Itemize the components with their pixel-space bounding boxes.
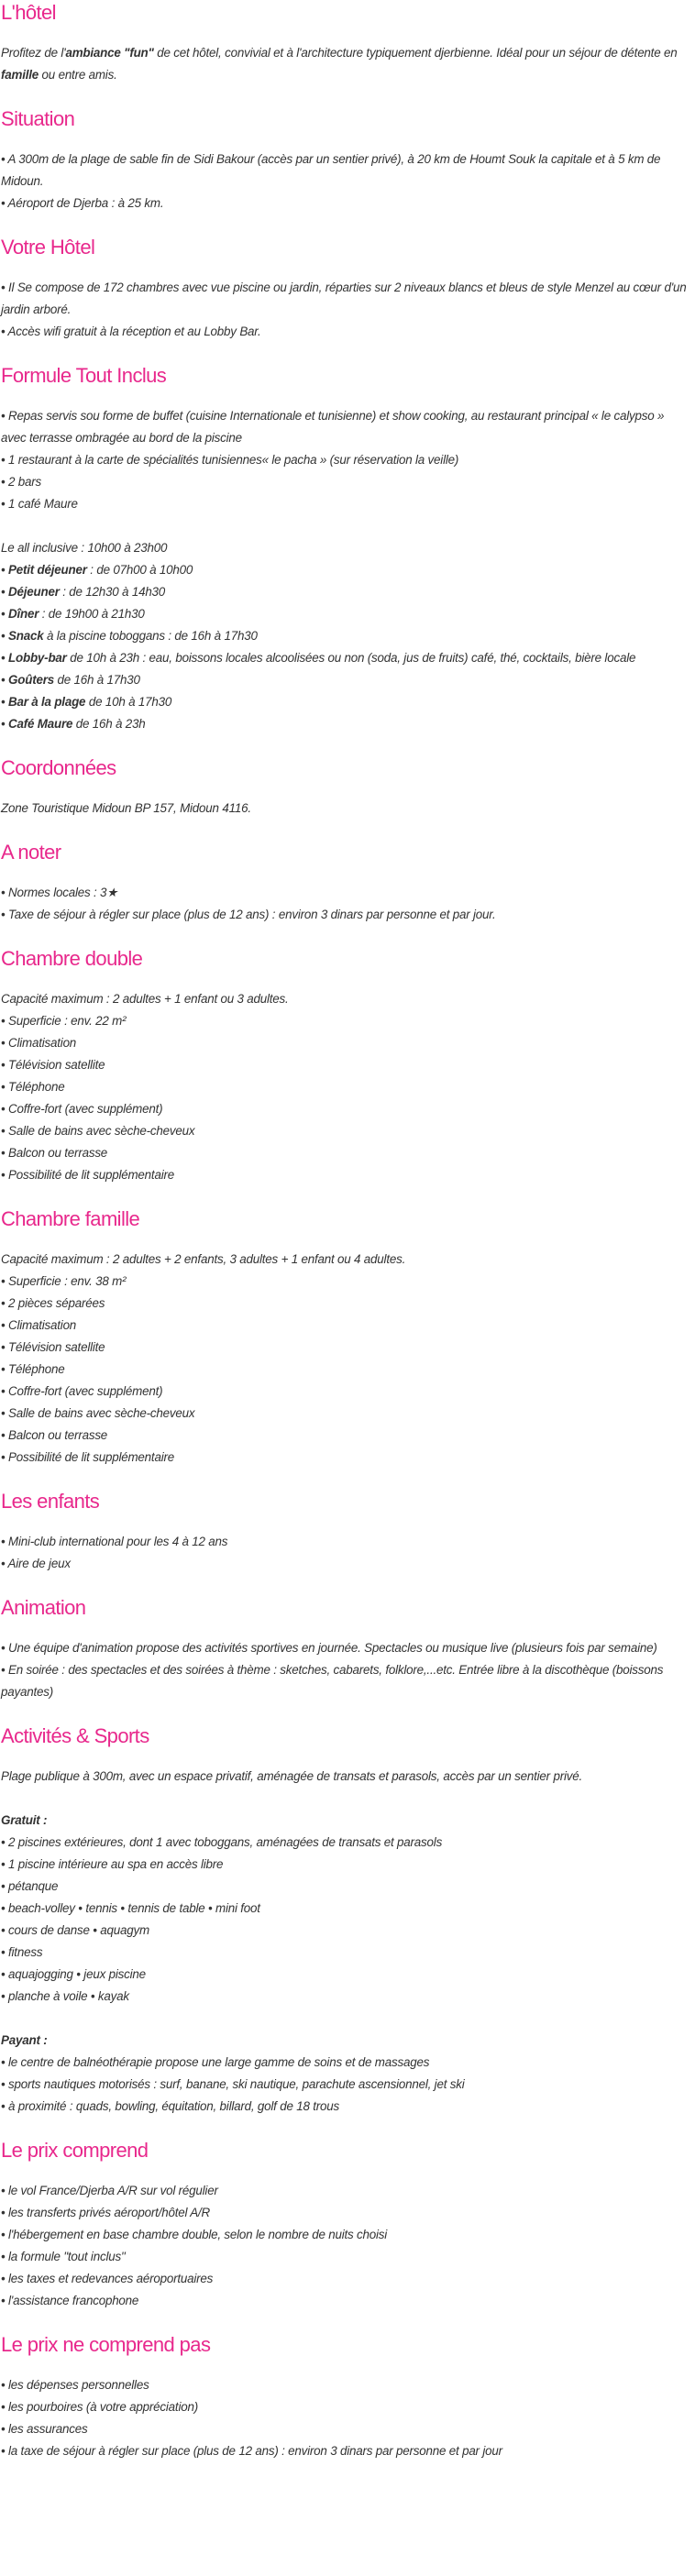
section-votre-hotel <box>1 235 690 363</box>
heading-spacer <box>1 781 690 798</box>
text-line <box>1 2074 690 2096</box>
text-line <box>1 277 690 321</box>
text-line <box>1 2418 690 2440</box>
text-line <box>1 1293 690 1315</box>
text-line <box>1 691 690 713</box>
bold-text: Snack <box>8 629 44 643</box>
bold-text: Bar à la plage <box>8 695 86 709</box>
section-coordonnees <box>1 755 690 840</box>
section-animation <box>1 1595 690 1723</box>
section-spacer <box>1 1186 690 1206</box>
section-heading: L'hôtel <box>1 1 56 24</box>
text-line <box>1 1142 690 1164</box>
text-line <box>1 1920 690 1942</box>
section-spacer <box>1 926 690 946</box>
text-span: : de 07h00 à 10h00 <box>86 563 193 577</box>
text-span: • <box>1 695 9 709</box>
section-spacer <box>1 2118 690 2138</box>
text-span: : de 12h30 à 14h30 <box>59 585 166 599</box>
text-span: • Balcon ou terrasse <box>1 1146 108 1160</box>
section-chambre-double <box>1 946 690 1206</box>
text-line <box>1 2440 690 2462</box>
text-line <box>1 1403 690 1425</box>
heading-spacer <box>1 26 690 42</box>
text-span: • <box>1 629 9 643</box>
text-line <box>1 493 690 515</box>
text-span: • Repas servis sou forme de buffet (cuisine Internationale et tunisienne) et show cooking, au restaurant principal « le calypso » avec terrasse ombragée au bord de la piscine <box>1 409 665 445</box>
heading-spacer <box>1 2163 690 2180</box>
text-span: Zone Touristique Midoun BP 157, Midoun 4116. <box>1 801 251 815</box>
text-span: • Télévision satellite <box>1 1058 105 1072</box>
text-span: Capacité maximum : 2 adultes + 1 enfant ou 3 adultes. <box>1 992 289 1006</box>
text-line <box>1 193 690 215</box>
text-span: Capacité maximum : 2 adultes + 2 enfants, 3 adultes + 1 enfant ou 4 adultes. <box>1 1252 406 1266</box>
text-span: • sports nautiques motorisés : surf, banane, ski nautique, parachute ascensionnel, jet ski <box>1 2077 465 2091</box>
bold-text: Payant : <box>1 2033 48 2047</box>
bold-text: Déjeuner <box>8 585 60 599</box>
text-line <box>1 2290 690 2312</box>
text-span: • le vol France/Djerba A/R sur vol régulier <box>1 2184 218 2197</box>
text-span: ou entre amis. <box>39 68 117 82</box>
text-span: • planche à voile • kayak <box>1 1989 129 2003</box>
text-line <box>1 2396 690 2418</box>
heading-spacer <box>1 2358 690 2374</box>
section-activites-sports <box>1 1723 690 2138</box>
text-span: • Aéroport de Djerba : à 25 km. <box>1 196 164 210</box>
text-span: • Télévision satellite <box>1 1340 105 1354</box>
text-line <box>1 581 690 603</box>
text-span: • A 300m de la plage de sable fin de Sidi Bakour (accès par un sentier privé), à 20 km de Houmt Souk la capitale et à 5 km de Midoun. <box>1 152 661 188</box>
bold-text: Gratuit : <box>1 1813 48 1827</box>
text-line <box>1 1249 690 1271</box>
text-span: • 1 restaurant à la carte de spécialités tunisiennes« le pacha » (sur réservation la veille) <box>1 453 459 467</box>
text-span: de 16h à 23h <box>72 717 146 731</box>
text-line <box>1 713 690 735</box>
section-spacer <box>1 86 690 106</box>
text-span: • Accès wifi gratuit à la réception et au Lobby Bar. <box>1 325 261 338</box>
text-span: • Possibilité de lit supplémentaire <box>1 1450 174 1464</box>
section-heading: Situation <box>1 107 75 130</box>
text-line <box>1 988 690 1010</box>
heading-spacer <box>1 132 690 149</box>
text-span: • les dépenses personnelles <box>1 2378 149 2392</box>
text-line <box>1 1531 690 1553</box>
bold-text: Lobby-bar <box>8 651 67 665</box>
text-line <box>1 2202 690 2224</box>
text-span: • fitness <box>1 1945 43 1959</box>
text-line <box>1 1553 690 1575</box>
section-heading: Les enfants <box>1 1490 100 1513</box>
text-line <box>1 2030 690 2052</box>
text-span: • la formule "tout inclus" <box>1 2250 126 2263</box>
text-span: • Téléphone <box>1 1080 65 1094</box>
text-span: • les transferts privés aéroport/hôtel A/R <box>1 2206 210 2219</box>
bold-text: Dîner <box>8 607 39 621</box>
text-span: • les taxes et redevances aéroportuaires <box>1 2272 214 2285</box>
bold-text: Petit déjeuner <box>8 563 87 577</box>
text-line <box>1 537 690 559</box>
text-span: de cet hôtel, convivial et à l'architecture typiquement djerbienne. Idéal pour un séjour de détente en <box>153 46 678 60</box>
text-line <box>1 603 690 625</box>
text-span: • 2 piscines extérieures, dont 1 avec toboggans, aménagées de transats et parasols <box>1 1835 443 1849</box>
text-span: • les pourboires (à votre appréciation) <box>1 2400 198 2414</box>
text-line <box>1 1315 690 1337</box>
text-line <box>1 1271 690 1293</box>
text-line <box>1 882 690 904</box>
section-l-hotel <box>1 0 690 106</box>
text-line <box>1 2224 690 2246</box>
text-span: • beach-volley • tennis • tennis de table • mini foot <box>1 1901 260 1915</box>
bold-text: Café Maure <box>8 717 73 731</box>
text-span: • à proximité : quads, bowling, équitation, billard, golf de 18 trous <box>1 2099 340 2113</box>
text-line <box>1 1810 690 1832</box>
bold-text: ambiance "fun" <box>65 46 154 60</box>
text-line <box>1 1942 690 1964</box>
text-line <box>1 2180 690 2202</box>
text-line <box>1 1898 690 1920</box>
section-spacer <box>1 2312 690 2332</box>
section-heading: Votre Hôtel <box>1 236 95 259</box>
text-line <box>1 1010 690 1032</box>
text-line <box>1 42 690 86</box>
text-line <box>1 1032 690 1054</box>
text-line <box>1 149 690 193</box>
text-line <box>1 1659 690 1703</box>
section-situation <box>1 106 690 235</box>
text-span: Le all inclusive : 10h00 à 23h00 <box>1 541 168 555</box>
heading-spacer <box>1 865 690 882</box>
text-line <box>1 1986 690 2008</box>
text-span: à la piscine toboggans : de 16h à 17h30 <box>43 629 258 643</box>
text-line <box>1 647 690 669</box>
heading-spacer <box>1 1514 690 1531</box>
text-line <box>1 625 690 647</box>
text-span: • Possibilité de lit supplémentaire <box>1 1168 174 1182</box>
text-line <box>1 321 690 343</box>
text-line <box>1 1054 690 1076</box>
text-span: Plage publique à 300m, avec un espace privatif, aménagée de transats et parasols, accès par un sentier privé. <box>1 1769 582 1783</box>
text-line <box>1 2374 690 2396</box>
text-line <box>1 1425 690 1447</box>
section-spacer <box>1 1575 690 1595</box>
section-heading: Coordonnées <box>1 756 116 779</box>
text-line <box>1 1832 690 1854</box>
text-span: • l'hébergement en base chambre double, selon le nombre de nuits choisi <box>1 2228 388 2241</box>
text-span: • les assurances <box>1 2422 88 2436</box>
section-heading: Formule Tout Inclus <box>1 364 167 387</box>
paragraph-gap <box>1 1788 690 1810</box>
text-span: • Superficie : env. 38 m² <box>1 1274 127 1288</box>
text-span: • 2 pièces séparées <box>1 1296 105 1310</box>
section-heading: Le prix comprend <box>1 2139 149 2162</box>
text-span: • cours de danse • aquagym <box>1 1923 149 1937</box>
text-span: • En soirée : des spectacles et des soirées à thème : sketches, cabarets, folklore,...etc. Entrée libre à la discothèque (boissons payantes) <box>1 1663 664 1699</box>
section-spacer <box>1 1469 690 1489</box>
text-line <box>1 2096 690 2118</box>
text-span: • Taxe de séjour à régler sur place (plus de 12 ans) : environ 3 dinars par personne et par jour. <box>1 908 496 921</box>
heading-spacer <box>1 389 690 405</box>
text-span: • 2 bars <box>1 475 42 489</box>
text-span: • aquajogging • jeux piscine <box>1 1967 146 1981</box>
text-line <box>1 2052 690 2074</box>
text-span: • Mini-club international pour les 4 à 12 ans <box>1 1535 228 1548</box>
paragraph-gap <box>1 515 690 537</box>
text-line <box>1 1337 690 1359</box>
text-span: • <box>1 717 9 731</box>
text-line <box>1 1964 690 1986</box>
text-span: • Téléphone <box>1 1362 65 1376</box>
text-line <box>1 1381 690 1403</box>
text-span: • Salle de bains avec sèche-cheveux <box>1 1124 195 1138</box>
text-line <box>1 1164 690 1186</box>
section-spacer <box>1 1703 690 1723</box>
section-formule-tout-inclus <box>1 363 690 755</box>
text-line <box>1 1076 690 1098</box>
text-line <box>1 1098 690 1120</box>
section-heading: Chambre double <box>1 947 143 970</box>
text-line <box>1 1359 690 1381</box>
text-span: • <box>1 673 9 687</box>
section-spacer <box>1 820 690 840</box>
text-span: • 1 café Maure <box>1 497 78 511</box>
text-line <box>1 1637 690 1659</box>
text-span: • l'assistance francophone <box>1 2294 139 2307</box>
text-span: • Climatisation <box>1 1036 77 1050</box>
text-line <box>1 798 690 820</box>
text-span: • le centre de balnéothérapie propose une large gamme de soins et de massages <box>1 2055 430 2069</box>
text-span: • <box>1 563 9 577</box>
text-line <box>1 669 690 691</box>
text-span: • Climatisation <box>1 1318 77 1332</box>
section-heading: Activités & Sports <box>1 1724 149 1747</box>
text-span: • 1 piscine intérieure au spa en accès libre <box>1 1857 224 1871</box>
text-span: : de 19h00 à 21h30 <box>39 607 145 621</box>
text-span: • <box>1 585 9 599</box>
bold-text: famille <box>1 68 39 82</box>
section-le-prix-ne-comprend-pas <box>1 2332 690 2462</box>
section-spacer <box>1 343 690 363</box>
text-span: • Salle de bains avec sèche-cheveux <box>1 1406 195 1420</box>
text-line <box>1 1876 690 1898</box>
text-line <box>1 559 690 581</box>
text-span: • Coffre-fort (avec supplément) <box>1 1102 163 1116</box>
text-span: de 10h à 23h : eau, boissons locales alcoolisées ou non (soda, jus de fruits) café, thé, cocktails, bière locale <box>66 651 636 665</box>
section-les-enfants <box>1 1489 690 1595</box>
text-span: • Superficie : env. 22 m² <box>1 1014 127 1028</box>
text-span: • <box>1 607 9 621</box>
text-span: • Aire de jeux <box>1 1557 71 1570</box>
text-span: • Coffre-fort (avec supplément) <box>1 1384 163 1398</box>
section-le-prix-comprend <box>1 2138 690 2332</box>
text-line <box>1 1854 690 1876</box>
text-span: • Il Se compose de 172 chambres avec vue piscine ou jardin, réparties sur 2 niveaux blancs et bleus de style Menzel au cœur d'un jardin arboré. <box>1 281 687 316</box>
heading-spacer <box>1 1232 690 1249</box>
text-span: Profitez de l' <box>1 46 66 60</box>
section-heading: A noter <box>1 841 61 864</box>
text-span: • <box>1 651 9 665</box>
text-line <box>1 1447 690 1469</box>
section-heading: Chambre famille <box>1 1207 140 1230</box>
heading-spacer <box>1 972 690 988</box>
section-heading: Animation <box>1 1596 86 1619</box>
text-line <box>1 405 690 449</box>
text-span: • la taxe de séjour à régler sur place (plus de 12 ans) : environ 3 dinars par personne et par jour <box>1 2444 502 2458</box>
text-line <box>1 1766 690 1788</box>
section-a-noter <box>1 840 690 946</box>
section-spacer <box>1 215 690 235</box>
paragraph-gap <box>1 2008 690 2030</box>
section-heading: Le prix ne comprend pas <box>1 2333 211 2356</box>
text-line <box>1 1120 690 1142</box>
text-span: • pétanque <box>1 1879 59 1893</box>
text-line <box>1 449 690 471</box>
text-span: de 16h à 17h30 <box>53 673 140 687</box>
text-line <box>1 471 690 493</box>
bold-text: Goûters <box>8 673 54 687</box>
text-span: • Une équipe d'animation propose des activités sportives en journée. Spectacles ou musique live (plusieurs fois par semaine) <box>1 1641 657 1655</box>
heading-spacer <box>1 1621 690 1637</box>
text-span: • Balcon ou terrasse <box>1 1428 108 1442</box>
text-line <box>1 904 690 926</box>
heading-spacer <box>1 260 690 277</box>
section-chambre-famille <box>1 1206 690 1489</box>
section-spacer <box>1 735 690 755</box>
text-line <box>1 2246 690 2268</box>
text-span: de 10h à 17h30 <box>85 695 172 709</box>
text-span: • Normes locales : 3★ <box>1 886 118 899</box>
heading-spacer <box>1 1749 690 1766</box>
text-line <box>1 2268 690 2290</box>
